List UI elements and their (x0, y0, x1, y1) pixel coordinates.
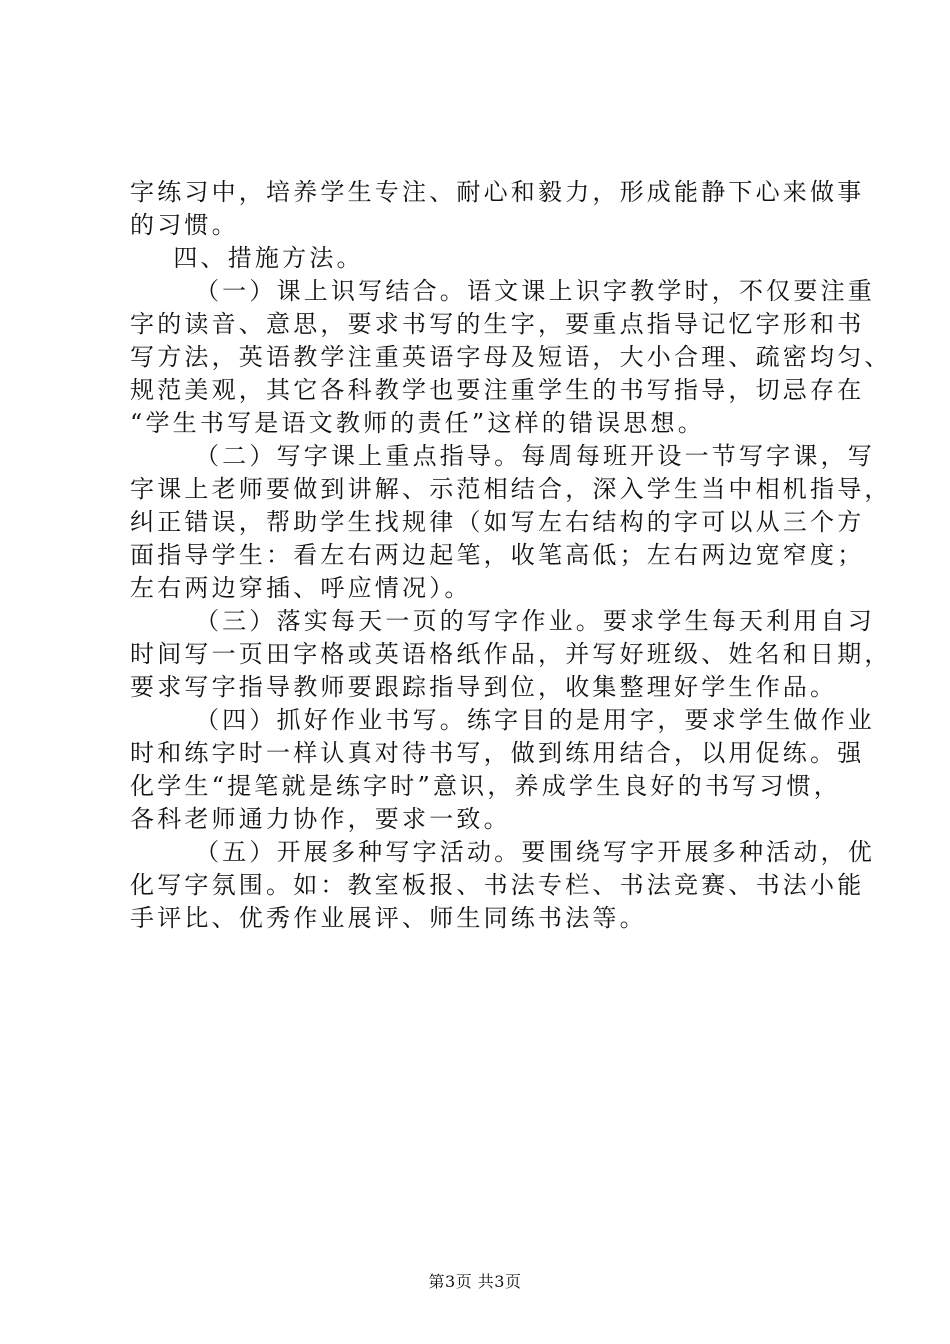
text-line: 纠正错误，帮助学生找规律（如写左右结构的字可以从三个方 (130, 508, 865, 536)
text-line: （五）开展多种写字活动。要围绕写字开展多种活动，优 (130, 838, 875, 866)
text-line: （二）写字课上重点指导。每周每班开设一节写字课，写 (130, 442, 875, 470)
text-line: 手评比、优秀作业展评、师生同练书法等。 (130, 904, 647, 932)
text-line: 化写字氛围。如：教室板报、书法专栏、书法竞赛、书法小能 (130, 871, 865, 899)
text-line: 字练习中，培养学生专注、耐心和毅力，形成能静下心来做事 (130, 178, 865, 206)
text-line: 面指导学生：看左右两边起笔，收笔高低；左右两边宽窄度； (130, 541, 865, 569)
text-line: 时和练字时一样认真对待书写，做到练用结合，以用促练。强 (130, 739, 865, 767)
text-line: 时间写一页田字格或英语格纸作品，并写好班级、姓名和日期， (130, 640, 892, 668)
text-line: 字的读音、意思，要求书写的生字，要重点指导记忆字形和书 (130, 310, 865, 338)
document-body (130, 176, 892, 935)
text-line: 化学生“提笔就是练字时”意识，养成学生良好的书写习惯， (130, 772, 841, 800)
text-line: 左右两边穿插、呼应情况）。 (130, 574, 472, 602)
text-line: 字课上老师要做到讲解、示范相结合，深入学生当中相机指导， (130, 475, 892, 503)
text-line: （四）抓好作业书写。练字目的是用字，要求学生做作业 (130, 706, 875, 734)
text-line: 要求写字指导教师要跟踪指导到位，收集整理好学生作品。 (130, 673, 838, 701)
text-line: 的习惯。 (130, 211, 239, 239)
page-footer (0, 1272, 950, 1292)
text-line: 写方法，英语教学注重英语字母及短语，大小合理、疏密均匀、 (130, 343, 892, 371)
text-line: （一）课上识写结合。语文课上识字教学时，不仅要注重 (130, 277, 875, 305)
text-line: 规范美观，其它各科教学也要注重学生的书写指导，切忌存在 (130, 376, 865, 404)
text-line: 各科老师通力协作，要求一致。 (130, 805, 511, 833)
text-line: （三）落实每天一页的写字作业。要求学生每天利用自习 (130, 607, 875, 635)
section-heading: 四、措施方法。 (130, 244, 364, 272)
page-number: 第3页 共3页 (428, 1272, 522, 1291)
text-line: “学生书写是语文教师的责任”这样的错误思想。 (130, 409, 705, 437)
